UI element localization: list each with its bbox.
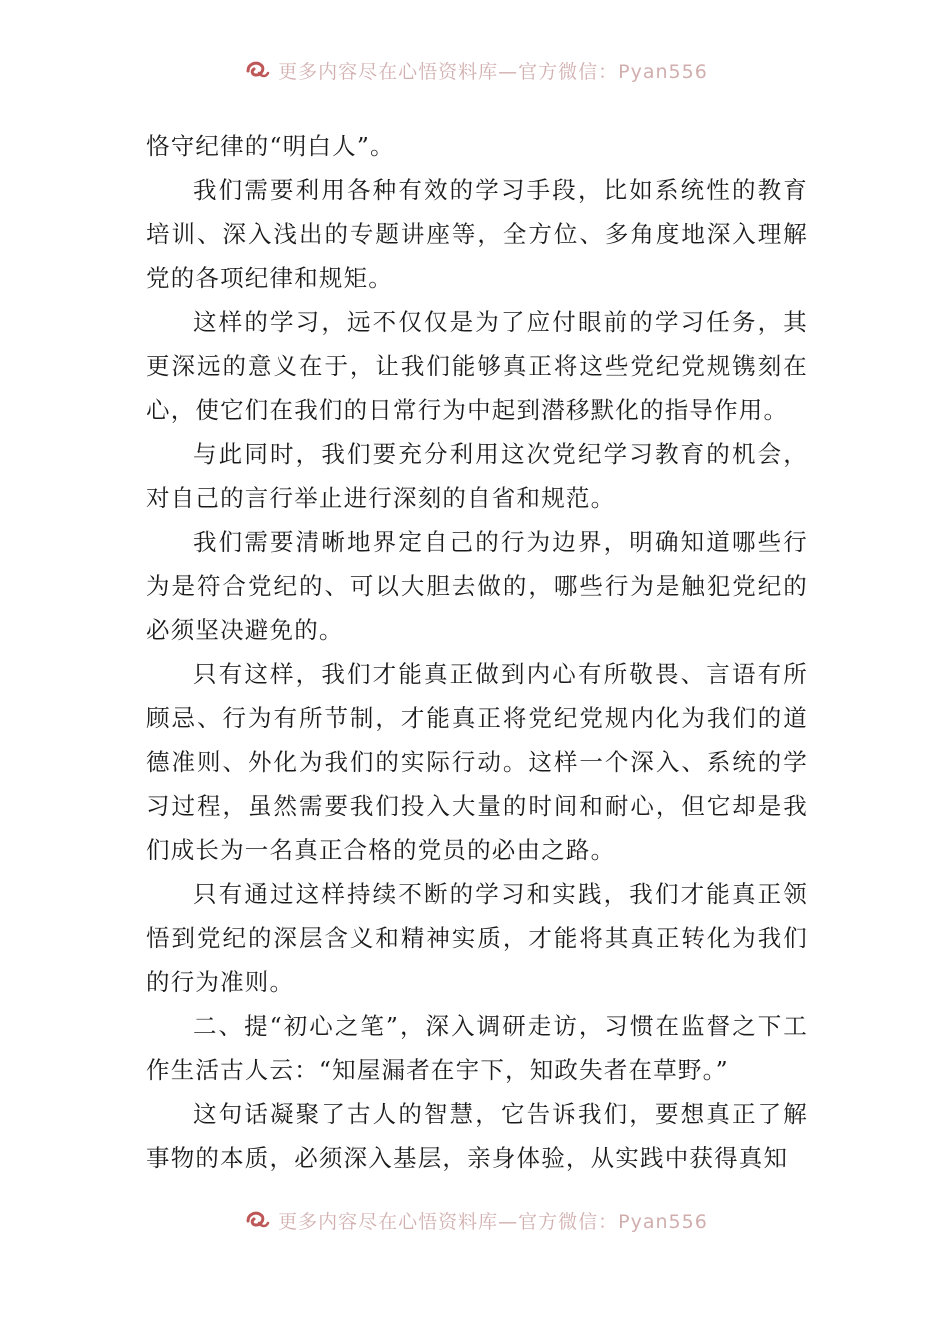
- paragraph: 这句话凝聚了古人的智慧，它告诉我们，要想真正了解事物的本质，必须深入基层，亲身体验，从实践中获得真知: [146, 1100, 808, 1172]
- paragraph: 只有这样，我们才能真正做到内心有所敬畏、言语有所顾忌、行为有所节制，才能真正将党纪党规内化为我们的道德准则、外化为我们的实际行动。这样一个深入、系统的学习过程，虽然需要我们投入大量的时间和耐心，但它却是我们成长为一名真正合格的党员的必由之路。: [146, 660, 808, 864]
- paragraph: 这样的学习，远不仅仅是为了应付眼前的学习任务，其更深远的意义在于，让我们能够真正将这些党纪党规镌刻在心，使它们在我们的日常行为中起到潜移默化的指导作用。: [146, 308, 808, 424]
- section-heading-paragraph: 二、提“初心之笔”，深入调研走访，习惯在监督之下工作生活古人云：“知屋漏者在宇下，知政失者在草野。”: [146, 1012, 808, 1084]
- header-watermark: [0, 50, 950, 90]
- footer-watermark: [0, 1200, 950, 1240]
- paragraph: 恪守纪律的“明白人”。: [146, 132, 395, 160]
- watermark-text: 更多内容尽在心悟资料库—官方微信：Pyan556: [278, 60, 708, 83]
- paragraph: 与此同时，我们要充分利用这次党纪学习教育的机会，对自己的言行举止进行深刻的自省和规范。: [146, 440, 808, 512]
- document-body: [146, 124, 808, 1180]
- logo-icon: [242, 55, 272, 85]
- paragraph: 我们需要清晰地界定自己的行为边界，明确知道哪些行为是符合党纪的、可以大胆去做的，哪些行为是触犯党纪的必须坚决避免的。: [146, 528, 808, 644]
- logo-icon: [242, 1205, 272, 1235]
- watermark-text: 更多内容尽在心悟资料库—官方微信：Pyan556: [278, 1210, 708, 1233]
- paragraph: 我们需要利用各种有效的学习手段，比如系统性的教育培训、深入浅出的专题讲座等，全方位、多角度地深入理解党的各项纪律和规矩。: [146, 176, 808, 292]
- paragraph: 只有通过这样持续不断的学习和实践，我们才能真正领悟到党纪的深层含义和精神实质，才能将其真正转化为我们的行为准则。: [146, 880, 808, 996]
